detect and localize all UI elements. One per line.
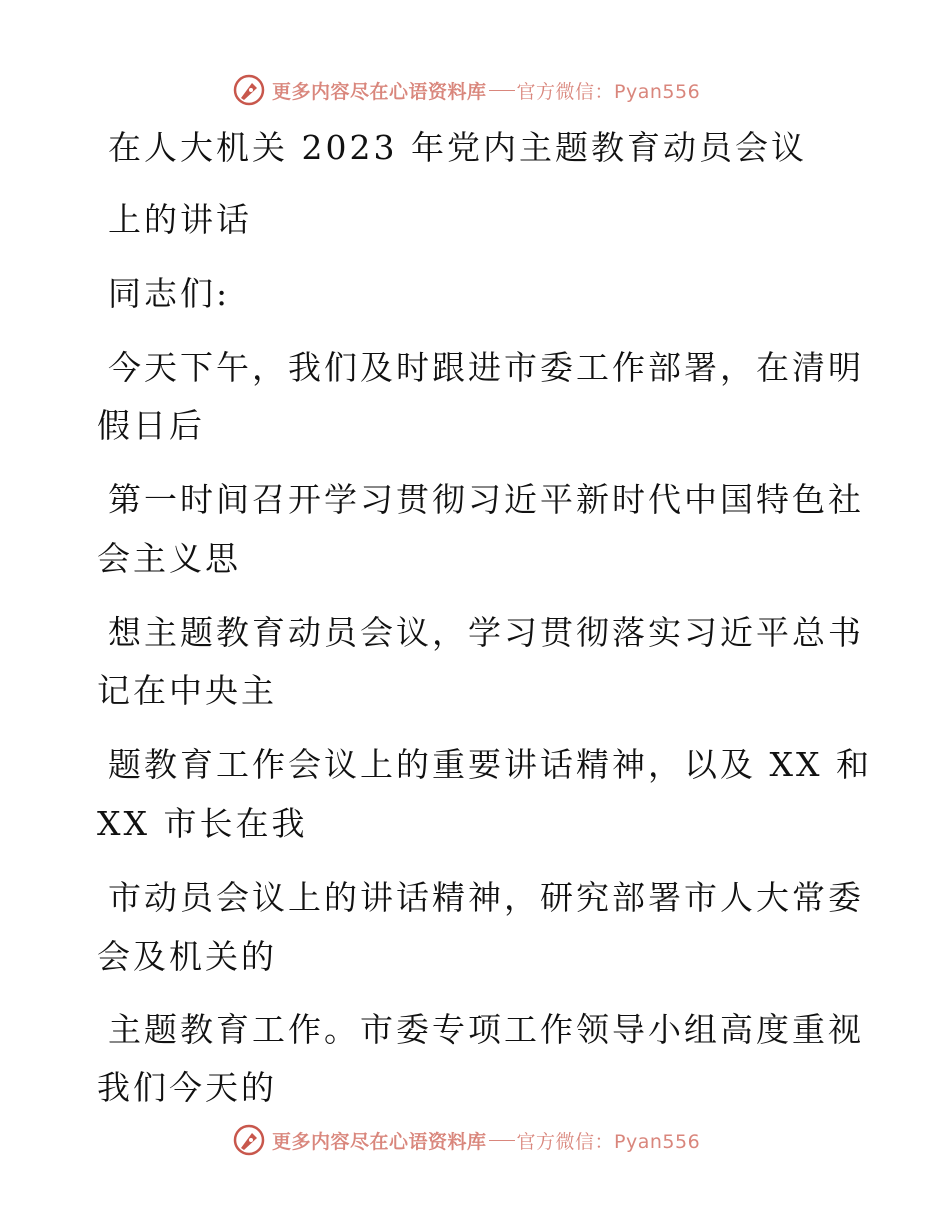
body-line: 假日后 — [97, 406, 205, 445]
body-line: XX 市长在我 — [97, 804, 308, 843]
banner-wechat: 官方微信：Pyan556 — [516, 1130, 701, 1153]
salutation: 同志们: — [108, 274, 231, 313]
document-title-line-1: 在人大机关 2023 年党内主题教育动员会议 — [108, 128, 807, 167]
banner-dash — [489, 1140, 515, 1141]
body-line: 会及机关的 — [97, 937, 277, 976]
pen-nib-circle-icon — [232, 1123, 266, 1157]
banner-dash — [489, 90, 515, 91]
body-line: 会主义思 — [97, 539, 241, 578]
banner-text: 更多内容尽在心语资料库 — [272, 1130, 487, 1153]
body-line: 第一时间召开学习贯彻习近平新时代中国特色社 — [108, 480, 864, 519]
body-line: 主题教育工作。市委专项工作领导小组高度重视 — [108, 1010, 864, 1049]
body-line: 想主题教育动员会议，学习贯彻落实习近平总书 — [108, 613, 864, 652]
body-line: 题教育工作会议上的重要讲话精神，以及 XX 和 — [108, 745, 872, 784]
pen-nib-circle-icon — [232, 73, 266, 107]
body-line: 今天下午，我们及时跟进市委工作部署，在清明 — [108, 348, 864, 387]
banner-wechat: 官方微信：Pyan556 — [516, 80, 701, 103]
banner-text: 更多内容尽在心语资料库 — [272, 80, 487, 103]
body-line: 市动员会议上的讲话精神，研究部署市人大常委 — [108, 878, 864, 917]
document-title-line-2: 上的讲话 — [108, 200, 252, 239]
body-line: 我们今天的 — [97, 1068, 277, 1107]
footer-banner — [232, 1120, 700, 1160]
header-banner — [232, 70, 700, 110]
body-line: 记在中央主 — [97, 671, 277, 710]
